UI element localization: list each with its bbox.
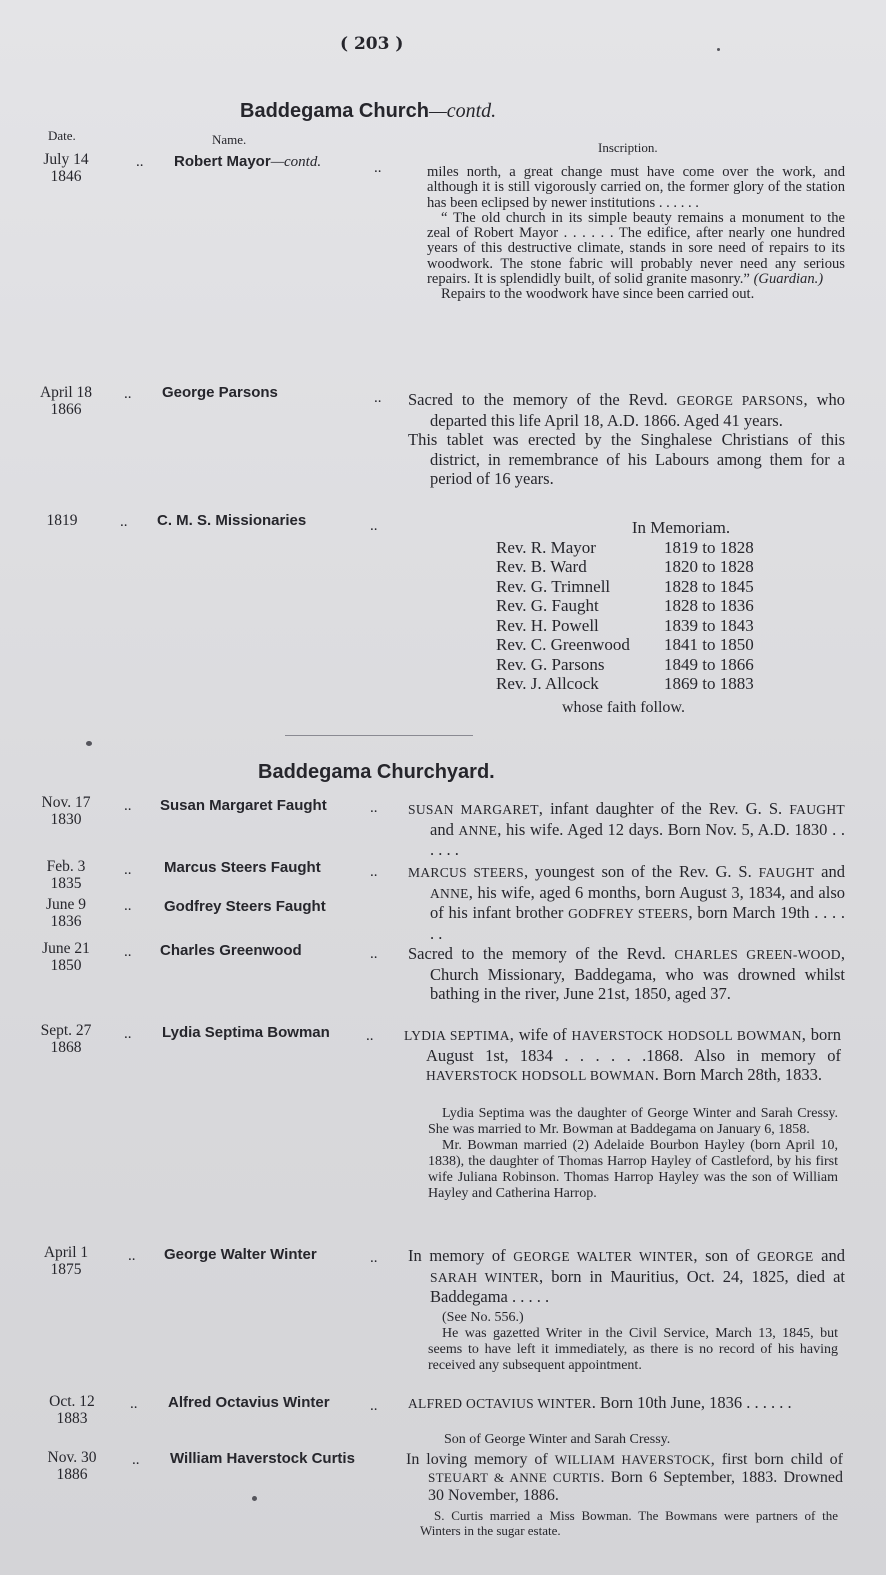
separator: ..: [132, 1452, 140, 1468]
church-heading-suffix: —contd.: [428, 100, 497, 122]
entry-name: Robert Mayor—contd.: [174, 153, 322, 170]
separator: ..: [124, 862, 132, 878]
note-lydia-bowman: Lydia Septima was the daughter of George Winter and Sarah Cressy. She was married to Mr. Bowman at Baddegama on January 6, 1858. Mr. Bowman married (2) Adelaide Bourbon Hayley (born April 10, 1838), the daughter of Thomas Harrop Hayley of Castleford, by his first wife Juliana Robinson. Thomas Harrop Hayley was the son of William Hayley and Catherina Harrop.: [428, 1106, 838, 1201]
inscription-susan-faught: SUSAN MARGARET, infant daughter of the Rev. G. S. FAUGHT and ANNE, his wife. Aged 12 days. Born Nov. 5, A.D. 1830 . . . . . .: [408, 799, 845, 859]
entry-name: Susan Margaret Faught: [160, 797, 327, 814]
separator: ..: [370, 1398, 378, 1414]
entry-date: Feb. 3 1835: [46, 858, 86, 892]
memorial-title: In Memoriam.: [631, 518, 731, 537]
entry-date: June 9 1836: [45, 896, 87, 930]
ink-spot: [86, 741, 92, 746]
separator: ..: [370, 946, 378, 962]
entry-date: April 18 1866: [39, 384, 93, 418]
entry-date: July 14 1846: [43, 151, 89, 185]
section-divider: [285, 735, 473, 736]
inscription-robert-mayor: miles north, a great change must have come over the work, and although it is still vigorously carried on, the former glory of the station has been eclipsed by newer institutions . . . . . . “ The old church in its simple beauty remains a monument to the zeal of Robert Mayor . . . . . . The edifice, after nearly one hundred years of this destructive climate, stands in sore need of repairs to its woodwork. The stone fabric will probably never need any serious repairs. It is splendidly built, of solid granite masonry.” (Guardian.) Repairs to the woodwork have since been carried out.: [427, 164, 845, 303]
churchyard-heading: Baddegama Churchyard.: [258, 761, 495, 783]
inscription-marcus-faught: MARCUS STEERS, youngest son of the Rev. G. S. FAUGHT and ANNE, his wife, aged 6 months, born August 3, 1834, and also of his infant brother GODFREY STEERS, born March 19th . . . . . .: [408, 862, 845, 943]
separator: ..: [370, 800, 378, 816]
separator: ..: [136, 154, 144, 170]
separator: ..: [370, 864, 378, 880]
entry-name: Godfrey Steers Faught: [164, 898, 326, 915]
entry-date: Sept. 27 1868: [40, 1022, 92, 1056]
entry-date: June 21 1850: [42, 940, 90, 974]
memorial-footer: whose faith follow.: [562, 698, 685, 716]
separator: ..: [120, 514, 128, 530]
inscription-george-parsons: Sacred to the memory of the Revd. GEORGE PARSONS, who departed this life April 18, A.D. 1866. Aged 41 years. This tablet was erected by the Singhalese Christians of this district, in remembrance of his Labours among them for a period of 16 years.: [408, 390, 845, 488]
inscription-lydia-bowman: LYDIA SEPTIMA, wife of HAVERSTOCK HODSOLL BOWMAN, born August 1st, 1834 . . . . . .1868. Also in memory of HAVERSTOCK HODSOLL BOWMAN. Born March 28th, 1833.: [404, 1025, 841, 1084]
column-header-name: Name.: [212, 132, 247, 147]
entry-date: Nov. 17 1830: [41, 794, 91, 828]
note-george-winter: (See No. 556.) He was gazetted Writer in the Civil Service, March 13, 1845, but seems to have left it immediately, as there is no record of his having received any subsequent appointment.: [428, 1310, 838, 1373]
ink-spot: [252, 1496, 257, 1501]
separator: ..: [124, 898, 132, 914]
entry-name: George Parsons: [162, 384, 278, 401]
separator: ..: [124, 386, 132, 402]
inscription-william-curtis: In loving memory of WILLIAM HAVERSTOCK, first born child of STEUART & ANNE CURTIS. Born 6 September, 1883. Drowned 30 November, 1886.: [406, 1451, 843, 1504]
inscription-charles-greenwood: Sacred to the memory of the Revd. CHARLES GREEN-WOOD, Church Missionary, Baddegama, who was drowned whilst bathing in the river, June 21st, 1850, aged 37.: [408, 944, 845, 1003]
separator: ..: [130, 1396, 138, 1412]
inscription-george-winter: In memory of GEORGE WALTER WINTER, son of GEORGE and SARAH WINTER, born in Mauritius, Oct. 24, 1825, died at Baddegama . . . . .: [408, 1246, 845, 1306]
separator: ..: [128, 1248, 136, 1264]
column-header-inscription: Inscription.: [598, 140, 658, 155]
entry-date: Oct. 12 1883: [49, 1393, 95, 1427]
separator: ..: [370, 1250, 378, 1266]
entry-name: Marcus Steers Faught: [164, 859, 321, 876]
separator: ..: [124, 1026, 132, 1042]
column-header-date: Date.: [48, 128, 76, 143]
entry-name: George Walter Winter: [164, 1246, 317, 1263]
church-heading-title: Baddegama Church: [240, 100, 429, 122]
page-number: ( 203 ): [340, 34, 404, 54]
church-heading: [240, 100, 496, 123]
entry-date: Nov. 30 1886: [47, 1449, 97, 1483]
entry-date: 1819: [46, 512, 78, 529]
note-alfred-winter: Son of George Winter and Sarah Cressy.: [444, 1432, 671, 1447]
memorial-list: In Memoriam. Rev. R. Mayor 1819 to 1828 Rev. B. Ward 1820 to 1828 Rev. G. Trimnell 1828 to 1845 Rev. G. Faught 1828 to 1836 Rev. H. Powell 1839 to 1843 Rev. C. Greenwood 1841 to 1850 Rev. G. Parsons 1849 to 1866 Rev. J. Allcock 1869 to 1883 whose faith follow.: [496, 518, 796, 717]
separator: ..: [370, 518, 378, 534]
entry-name: Charles Greenwood: [160, 942, 302, 959]
separator: ..: [374, 390, 382, 406]
note-william-curtis: S. Curtis married a Miss Bowman. The Bowmans were partners of the Winters in the sugar estate.: [420, 1508, 838, 1538]
entry-name: Alfred Octavius Winter: [168, 1394, 330, 1411]
entry-date: April 1 1875: [43, 1244, 89, 1278]
entry-name: C. M. S. Missionaries: [157, 512, 307, 529]
separator: ..: [124, 944, 132, 960]
inscription-alfred-winter: ALFRED OCTAVIUS WINTER. Born 10th June, 1836 . . . . . .: [408, 1393, 792, 1412]
separator: ..: [124, 798, 132, 814]
entry-name: William Haverstock Curtis: [170, 1450, 355, 1467]
separator: ..: [374, 160, 382, 176]
entry-name: Lydia Septima Bowman: [162, 1024, 330, 1041]
separator: ..: [366, 1028, 374, 1044]
ink-spot: [717, 48, 720, 51]
